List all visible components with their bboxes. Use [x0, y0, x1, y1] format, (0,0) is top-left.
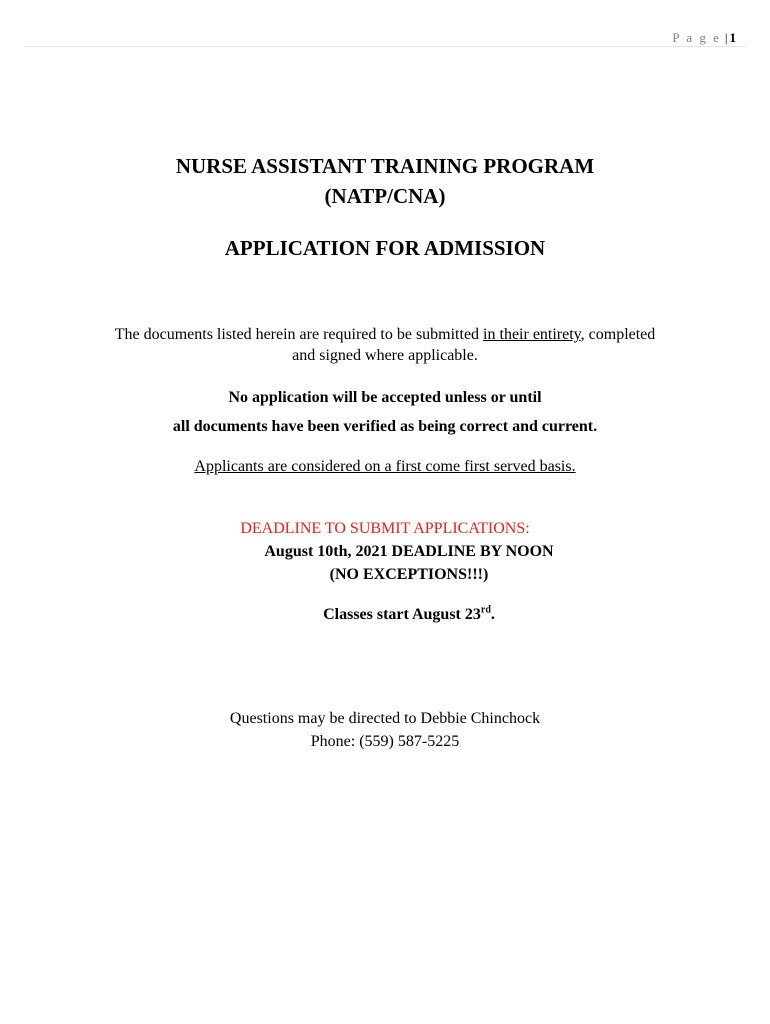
classes-start-superscript: rd: [480, 604, 491, 616]
classes-start-main: Classes start August 23: [323, 606, 481, 623]
document-title-line3: APPLICATION FOR ADMISSION: [224, 236, 546, 260]
first-come-basis-text: Applicants are considered on a first come first served basis.: [194, 458, 576, 475]
document-title-line2: (NATP/CNA): [324, 184, 446, 208]
page-number-label: [672, 30, 736, 46]
document-title-line1: NURSE ASSISTANT TRAINING PROGRAM: [175, 154, 595, 178]
intro-paragraph-line1: [0, 326, 770, 344]
notice-line1: No application will be accepted unless or until: [228, 389, 542, 406]
notice-line2: all documents have been verified as being correct and current.: [172, 418, 598, 435]
intro-paragraph-line2: and signed where applicable.: [292, 347, 478, 364]
page-header: [24, 28, 746, 47]
deadline-heading: DEADLINE TO SUBMIT APPLICATIONS:: [240, 520, 530, 537]
classes-start-text: [24, 606, 770, 624]
contact-line1: Questions may be directed to Debbie Chinchock: [229, 710, 541, 727]
deadline-date: August 10th, 2021 DEADLINE BY NOON: [264, 543, 554, 560]
deadline-exceptions: (NO EXCEPTIONS!!!): [329, 566, 489, 583]
classes-start-period: .: [490, 606, 495, 623]
page-label: P a g e: [672, 30, 721, 45]
intro-text-part2: , completed: [580, 326, 656, 343]
contact-phone: Phone: (559) 587-5225: [310, 733, 460, 750]
intro-text-part1: The documents listed herein are required to be submitted: [114, 326, 484, 343]
intro-underlined-text: in their entirety: [483, 326, 581, 343]
page-separator: |: [724, 30, 730, 45]
page-number: 1: [729, 30, 736, 45]
